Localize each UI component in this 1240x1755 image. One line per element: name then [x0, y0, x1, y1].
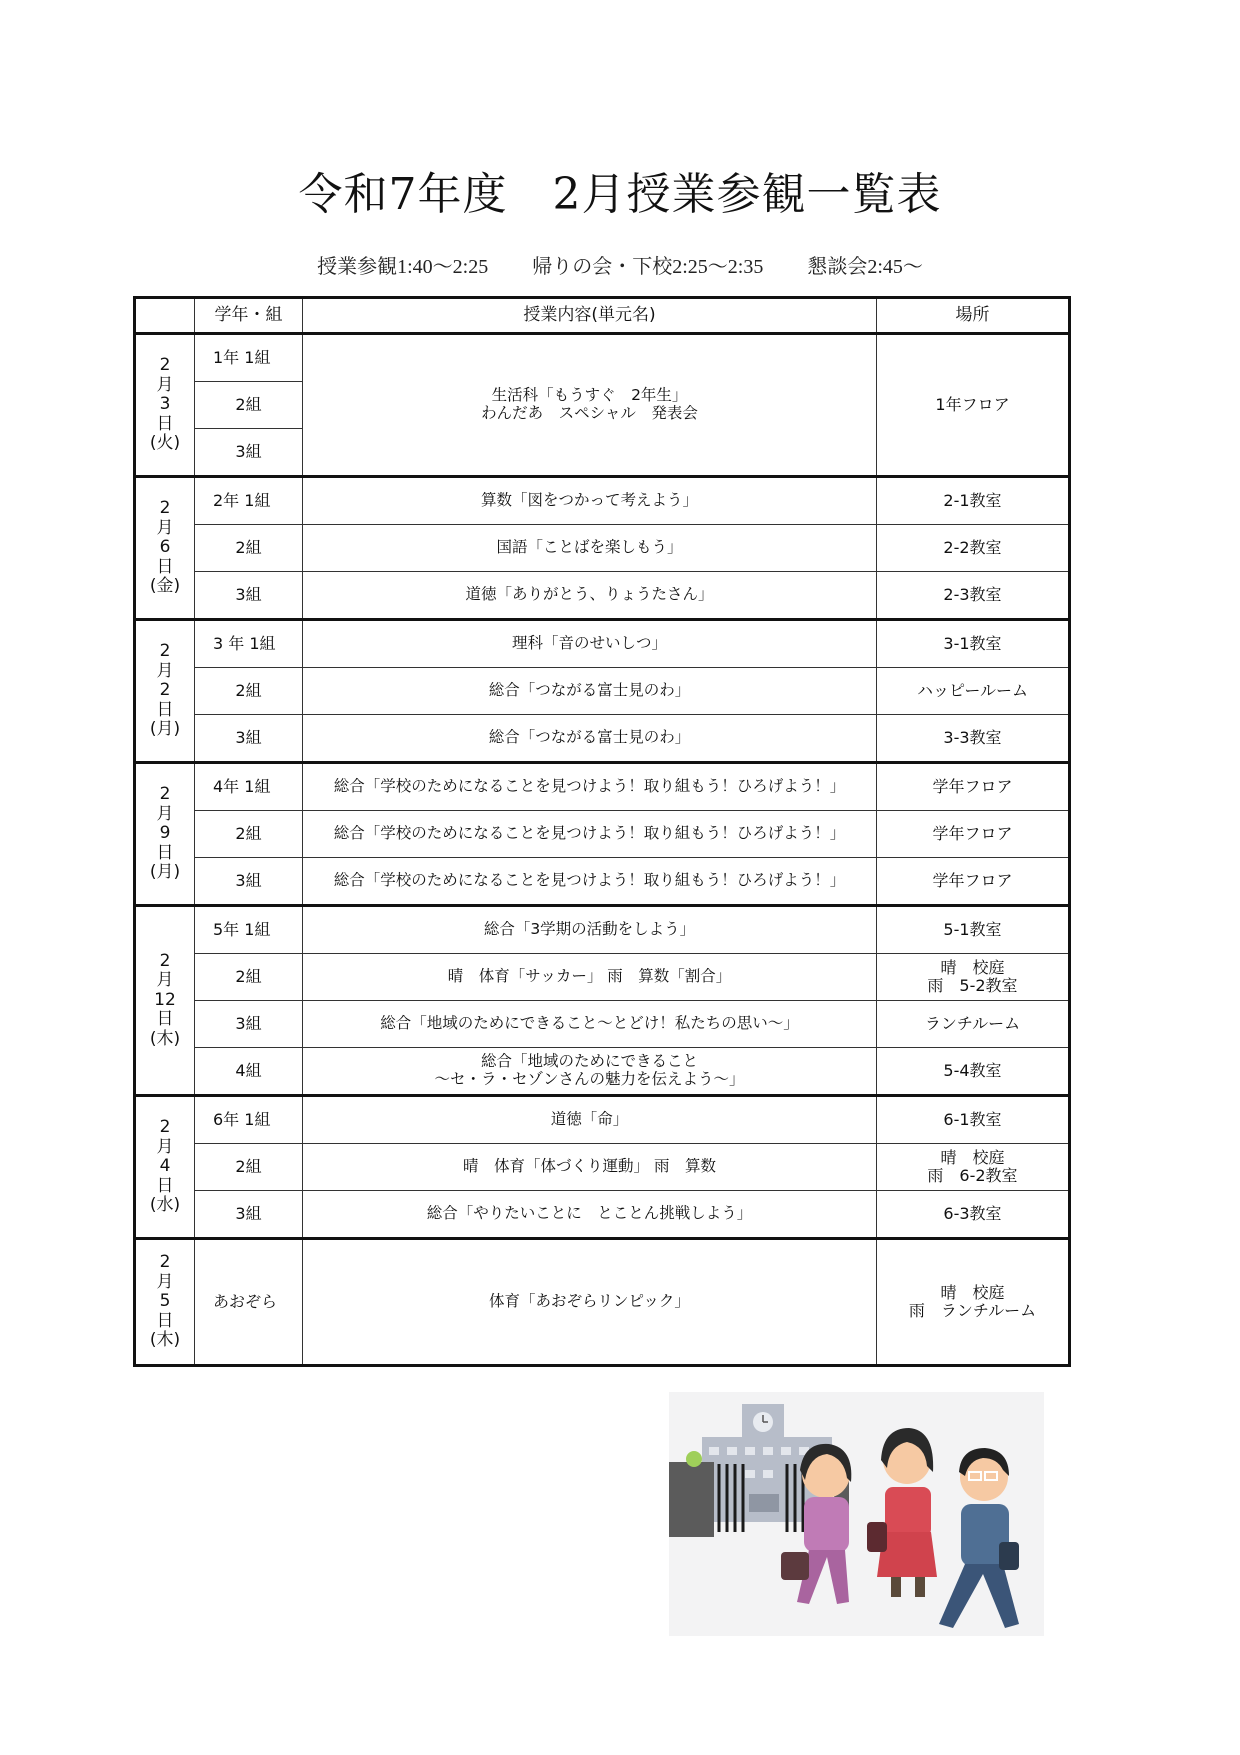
table-row	[135, 906, 1070, 954]
class-cell: 4組	[195, 1048, 303, 1096]
place-line: 学年フロア	[932, 870, 1013, 890]
class-cell: 3組	[195, 429, 303, 477]
header-content: 授業内容(単元名)	[303, 298, 877, 334]
place-line: 2-2教室	[943, 537, 1002, 557]
table-body	[135, 334, 1070, 1366]
place-line: 6-1教室	[943, 1109, 1002, 1129]
content-line: 総合「地域のためにできること～とどけ！私たちの思い～」	[380, 1014, 799, 1033]
date-char: 月	[156, 970, 174, 991]
table-row	[135, 477, 1070, 525]
place-line: 晴 校庭	[940, 1282, 1005, 1302]
class-cell: 3組	[195, 572, 303, 620]
date-char: 5	[159, 1291, 171, 1312]
place-cell	[877, 620, 1070, 668]
date-char: (月)	[149, 719, 181, 740]
place-cell	[877, 525, 1070, 572]
place-line: 晴 校庭	[940, 957, 1005, 977]
place-cell	[877, 668, 1070, 715]
date-char: 2	[159, 784, 171, 805]
content-line: 体育「あおぞらリンピック」	[489, 1292, 690, 1311]
header-class: 学年・組	[195, 298, 303, 334]
content-cell	[303, 525, 877, 572]
place-line: ランチルーム	[924, 1013, 1021, 1033]
date-char: 4	[159, 1156, 171, 1177]
content-line: 総合「学校のためになることを見つけよう！取り組もう！ひろげよう！」	[333, 777, 846, 796]
content-cell	[303, 763, 877, 811]
content-cell	[303, 1144, 877, 1191]
table-row	[135, 715, 1070, 763]
date-char: 2	[159, 641, 171, 662]
date-char: 月	[156, 374, 174, 395]
table-row	[135, 858, 1070, 906]
place-line: 雨 5-2教室	[927, 976, 1018, 995]
table-row	[135, 1144, 1070, 1191]
date-char: (木)	[149, 1028, 181, 1049]
date-char: 日	[156, 699, 174, 720]
content-line: 総合「学校のためになることを見つけよう！取り組もう！ひろげよう！」	[333, 871, 846, 890]
class-cell: 3組	[195, 1191, 303, 1239]
place-cell	[877, 334, 1070, 477]
place-cell	[877, 1096, 1070, 1144]
content-cell	[303, 1048, 877, 1096]
class-cell: 6年 1組	[195, 1096, 303, 1144]
place-line: 5-1教室	[943, 919, 1002, 939]
class-cell: 4年 1組	[195, 763, 303, 811]
content-line: わんだあ スペシャル 発表会	[481, 404, 698, 422]
content-line: 総合「3学期の活動をしよう」	[483, 920, 696, 939]
meeting-time: 懇談会2:45～	[807, 256, 923, 278]
date-char: (月)	[149, 862, 181, 883]
date-cell	[135, 1239, 195, 1366]
illustration-image	[669, 1392, 1044, 1636]
table-row	[135, 620, 1070, 668]
date-char: 日	[156, 556, 174, 577]
place-cell	[877, 954, 1070, 1001]
content-cell	[303, 334, 877, 477]
date-char: 日	[156, 413, 174, 434]
dismissal-time: 帰りの会・下校2:25～2:35	[532, 256, 764, 278]
header-date	[135, 298, 195, 334]
date-char: 2	[159, 950, 171, 971]
date-char: 3	[159, 394, 171, 415]
date-char: 日	[156, 1175, 174, 1196]
place-line: ハッピールーム	[916, 680, 1029, 700]
content-line: 生活科「もうすぐ 2年生」	[491, 386, 688, 405]
date-char: 日	[156, 1009, 174, 1030]
class-cell: 2組	[195, 954, 303, 1001]
place-line: 5-4教室	[943, 1060, 1002, 1080]
place-cell	[877, 715, 1070, 763]
content-cell	[303, 572, 877, 620]
date-char: 月	[156, 1136, 174, 1157]
class-cell: 2組	[195, 1144, 303, 1191]
place-cell	[877, 1048, 1070, 1096]
content-line: ～セ・ラ・セゾンさんの魅力を伝えよう～」	[434, 1070, 745, 1088]
table-row	[135, 1048, 1070, 1096]
date-char: (金)	[149, 576, 181, 597]
class-cell: 2組	[195, 668, 303, 715]
content-cell	[303, 954, 877, 1001]
content-line: 総合「やりたいことに とことん挑戦しよう」	[426, 1204, 753, 1223]
class-observation-table	[133, 296, 1071, 1367]
place-line: 学年フロア	[932, 823, 1013, 843]
class-cell: 3組	[195, 715, 303, 763]
date-char: 2	[159, 1117, 171, 1138]
place-cell	[877, 1001, 1070, 1048]
table-row	[135, 525, 1070, 572]
content-cell	[303, 1191, 877, 1239]
class-cell: 3組	[195, 858, 303, 906]
table-header-row	[135, 298, 1070, 334]
date-char: 2	[159, 498, 171, 519]
content-line: 総合「地域のためにできること	[480, 1052, 698, 1071]
content-cell	[303, 811, 877, 858]
place-line: 1年フロア	[935, 394, 1010, 414]
content-cell	[303, 715, 877, 763]
class-cell: 2組	[195, 382, 303, 429]
place-line: 雨 ランチルーム	[908, 1301, 1037, 1320]
class-cell: 2年 1組	[195, 477, 303, 525]
schedule-times	[0, 250, 1240, 279]
place-line: 2-3教室	[943, 584, 1002, 604]
class-cell: 2組	[195, 811, 303, 858]
place-cell	[877, 1144, 1070, 1191]
content-cell	[303, 668, 877, 715]
place-cell	[877, 906, 1070, 954]
place-cell	[877, 477, 1070, 525]
table-row	[135, 334, 1070, 382]
content-line: 理科「音のせいしつ」	[511, 634, 667, 653]
place-cell	[877, 763, 1070, 811]
page-title: 令和7年度 2月授業参観一覧表	[298, 169, 942, 220]
place-line: 学年フロア	[932, 776, 1013, 796]
content-cell	[303, 858, 877, 906]
date-char: 6	[159, 537, 171, 558]
date-cell	[135, 334, 195, 477]
table-row	[135, 763, 1070, 811]
place-line: 6-3教室	[943, 1203, 1002, 1223]
table-row	[135, 811, 1070, 858]
content-line: 道徳「ありがとう、りょうたさん」	[465, 585, 714, 604]
place-line: 3-1教室	[943, 633, 1002, 653]
date-cell	[135, 1096, 195, 1239]
place-cell	[877, 1191, 1070, 1239]
class-cell: 2組	[195, 525, 303, 572]
date-char: 月	[156, 1271, 174, 1292]
date-char: 月	[156, 803, 174, 824]
table-row	[135, 668, 1070, 715]
content-line: 総合「つながる富士見のわ」	[488, 728, 691, 747]
class-cell: あおぞら	[195, 1239, 303, 1366]
content-cell	[303, 906, 877, 954]
place-cell	[877, 858, 1070, 906]
parents-walking-illustration	[669, 1392, 1044, 1636]
place-line: 3-3教室	[943, 727, 1002, 747]
content-line: 算数「図をつかって考えよう」	[480, 491, 698, 510]
header-place: 場所	[877, 298, 1070, 334]
date-char: 12	[154, 989, 176, 1010]
date-char: 2	[159, 355, 171, 376]
place-cell	[877, 811, 1070, 858]
date-char: 2	[159, 1252, 171, 1273]
table-row	[135, 954, 1070, 1001]
content-cell	[303, 620, 877, 668]
content-line: 晴 体育「サッカー」 雨 算数「割合」	[447, 967, 732, 986]
date-char: (水)	[149, 1195, 181, 1216]
date-cell	[135, 477, 195, 620]
content-cell	[303, 477, 877, 525]
place-line: 雨 6-2教室	[927, 1166, 1018, 1185]
class-cell: 5年 1組	[195, 906, 303, 954]
content-line: 総合「つながる富士見のわ」	[488, 681, 691, 700]
class-cell: 3 年 1組	[195, 620, 303, 668]
date-char: 月	[156, 660, 174, 681]
content-cell	[303, 1001, 877, 1048]
date-char: (火)	[149, 433, 181, 454]
place-line: 晴 校庭	[940, 1147, 1005, 1167]
date-cell	[135, 763, 195, 906]
content-cell	[303, 1096, 877, 1144]
date-char: 9	[159, 823, 171, 844]
table-row	[135, 1001, 1070, 1048]
date-char: 月	[156, 517, 174, 538]
content-line: 国語「ことばを楽しもう」	[496, 538, 683, 557]
observation-time: 授業参観1:40～2:25	[317, 256, 489, 278]
content-cell	[303, 1239, 877, 1366]
date-char: 日	[156, 842, 174, 863]
date-char: (木)	[149, 1330, 181, 1351]
content-line: 道徳「命」	[550, 1110, 629, 1129]
content-line: 総合「学校のためになることを見つけよう！取り組もう！ひろげよう！」	[333, 824, 846, 843]
class-cell: 1年 1組	[195, 334, 303, 382]
table-row	[135, 1239, 1070, 1366]
content-line: 晴 体育「体づくり運動」 雨 算数	[463, 1157, 716, 1176]
date-cell	[135, 906, 195, 1096]
place-cell	[877, 1239, 1070, 1366]
class-cell: 3組	[195, 1001, 303, 1048]
date-char: 日	[156, 1310, 174, 1331]
table-row	[135, 1096, 1070, 1144]
date-cell	[135, 620, 195, 763]
place-line: 2-1教室	[943, 490, 1002, 510]
table-row	[135, 1191, 1070, 1239]
place-cell	[877, 572, 1070, 620]
date-char: 2	[159, 680, 171, 701]
table-row	[135, 572, 1070, 620]
